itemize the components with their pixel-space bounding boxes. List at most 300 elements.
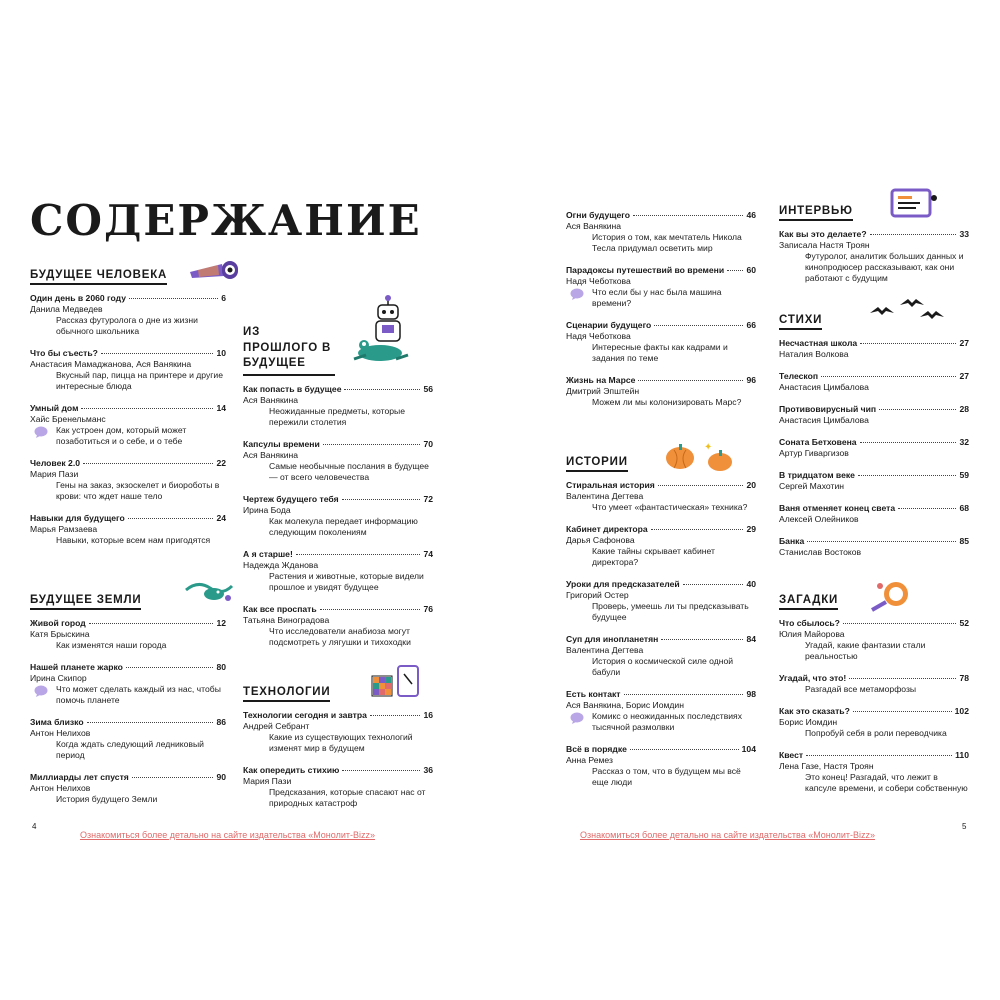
toc-entry-description	[30, 640, 226, 651]
toc-entry-title: Банка	[779, 536, 805, 546]
toc-entry-description	[566, 502, 756, 513]
toc-entry-page: 22	[216, 458, 226, 468]
toc-entry-head	[243, 604, 433, 615]
toc-entry	[566, 634, 756, 678]
toc-entry-head	[566, 744, 756, 755]
toc-entry-page: 10	[216, 348, 226, 358]
toc-entry	[779, 371, 969, 393]
toc-entry-page: 86	[216, 717, 226, 727]
toc-entry-author: Артур Гиваргизов	[779, 448, 849, 458]
toc-entry-title: Ваня отменяет конец света	[779, 503, 896, 513]
toc-entry-description-text: Предсказания, которые спасают нас от природных катастроф	[269, 787, 426, 808]
dot-leader	[858, 475, 956, 476]
toc-entry-head	[566, 375, 756, 386]
toc-entry-author: Ирина Скипор	[30, 673, 87, 683]
toc-entry-author: Антон Нелихов	[30, 783, 91, 793]
toc-entry-author: Анастасия Цимбалова	[779, 382, 869, 392]
toc-entry-description	[243, 516, 433, 538]
toc-entry-author: Ася Ванякина	[243, 449, 299, 460]
toc-entry	[566, 579, 756, 623]
toc-entry-head	[779, 437, 969, 448]
section-stories	[566, 452, 756, 799]
toc-entry	[30, 403, 226, 447]
toc-entry-title: Что бы съесть?	[30, 348, 98, 358]
toc-entry-description	[566, 397, 756, 408]
dot-leader	[654, 325, 743, 326]
toc-entry	[566, 744, 756, 788]
toc-entry	[779, 750, 969, 794]
toc-entry-head	[779, 673, 969, 684]
toc-entry-description	[30, 739, 226, 761]
toc-entry-author: Андрей Себрант	[243, 721, 310, 731]
toc-entry-description-text: Разгадай все метаморфозы	[805, 684, 917, 694]
dot-leader	[860, 442, 957, 443]
toc-entry-author: Антон Нелихов	[30, 728, 91, 738]
toc-entry-head	[566, 480, 756, 491]
toc-entry-description	[243, 571, 433, 593]
toc-entry-author: Надежда Жданова	[243, 559, 319, 570]
toc-entry	[566, 265, 756, 309]
section-future-earth	[30, 590, 226, 816]
page-number-right: 5	[962, 822, 967, 831]
toc-entry	[566, 320, 756, 364]
toc-entry-author: Валентина Дегтева	[566, 645, 644, 655]
section-title: СТИХИ	[779, 314, 822, 330]
dot-leader	[853, 711, 952, 712]
toc-entry-page: 102	[954, 706, 969, 716]
toc-entry-page: 84	[746, 634, 756, 644]
toc-entry-title: Как вы это делаете?	[779, 229, 867, 239]
toc-entry	[243, 439, 433, 483]
toc-entry-title: Живой город	[30, 618, 86, 628]
toc-entry-head	[243, 494, 433, 505]
toc-entry-title: Миллиарды лет спустя	[30, 772, 129, 782]
dot-leader	[101, 353, 214, 354]
toc-entry-page: 16	[423, 710, 433, 720]
toc-entry-head	[779, 536, 969, 547]
toc-entry	[243, 604, 433, 648]
toc-entry-description	[30, 794, 226, 805]
toc-entry-page: 33	[959, 229, 969, 239]
toc-entry-page: 52	[959, 618, 969, 628]
toc-entry-page: 24	[216, 513, 226, 523]
toc-entry-head	[30, 513, 226, 524]
toc-entry-title: Умный дом	[30, 403, 79, 413]
toc-entry-page: 20	[746, 480, 756, 490]
cube-icon	[370, 664, 422, 700]
toc-list	[243, 710, 433, 809]
toc-entry-description-text: Рассказ футуролога о дне из жизни обычного школьника	[56, 315, 198, 336]
toc-entry	[566, 480, 756, 513]
toc-entry-title: Зима близко	[30, 717, 84, 727]
frog-icon	[352, 335, 412, 363]
section-title: ЗАГАДКИ	[779, 594, 838, 610]
toc-entry	[779, 229, 969, 284]
dot-leader	[342, 770, 420, 771]
toc-entry-description	[779, 640, 969, 662]
toc-entry-head	[566, 265, 756, 276]
dot-leader	[344, 389, 420, 390]
toc-entry-description-text: Можем ли мы колонизировать Марс?	[592, 397, 742, 407]
toc-entry-description-text: Гены на заказ, экзоскелет и биороботы в крови: что ждет наше тело	[56, 480, 220, 501]
toc-entry-title: Угадай, что это!	[779, 673, 847, 683]
toc-entry	[566, 375, 756, 408]
toc-entry-head	[30, 458, 226, 469]
section-title: ИНТЕРВЬЮ	[779, 205, 853, 221]
section-future-human	[30, 265, 226, 557]
toc-entry-description-text: Угадай, какие фантазии стали реальностью	[805, 640, 926, 661]
toc-entry-head	[566, 210, 756, 221]
toc-entry-title: В тридцатом веке	[779, 470, 855, 480]
toc-entry-page: 68	[959, 503, 969, 513]
dot-leader	[87, 722, 214, 723]
toc-entry-description-text: История о том, как мечтатель Никола Тесла придумал осветить мир	[592, 232, 742, 253]
toc-entry-description	[779, 772, 969, 794]
toc-entry-page: 110	[955, 750, 969, 760]
dot-leader	[821, 376, 956, 377]
toc-entry-author: Катя Брыскина	[30, 629, 90, 639]
toc-entry-description-text: Проверь, умеешь ли ты предсказывать будущее	[592, 601, 749, 622]
toc-entry-author: Станислав Востоков	[779, 547, 862, 557]
toc-entry-page: 85	[959, 536, 969, 546]
pumpkin-icon	[660, 438, 740, 474]
toc-list	[566, 480, 756, 788]
toc-entry-author: Татьяна Виноградова	[243, 614, 330, 625]
toc-entry-head	[566, 689, 756, 700]
toc-entry-title: Навыки для будущего	[30, 513, 125, 523]
toc-entry-description-text: Что исследователи анабиоза могут подсмотреть у лягушки и тихоходки	[269, 625, 411, 647]
toc-entry-description-text: Неожиданные предметы, которые пережили столетия	[269, 405, 405, 427]
dot-leader	[126, 667, 214, 668]
toc-entry-page: 56	[423, 383, 433, 394]
toc-entry-page: 66	[746, 320, 756, 330]
section-technologies	[243, 682, 433, 820]
toc-list	[779, 338, 969, 558]
toc-entry-description-text: Комикс о неожиданных последствиях тысячной размолвки	[592, 711, 743, 732]
speech-bubble-icon	[570, 712, 584, 724]
toc-entry-page: 90	[216, 772, 226, 782]
toc-entry-description-text: Как молекула передает информацию следующим поколениям	[269, 515, 418, 537]
toc-entry-head	[779, 338, 969, 349]
toc-entry-description	[566, 601, 756, 623]
toc-entry-title: А я старше!	[243, 548, 293, 559]
toc-entry-author: Наталия Волкова	[779, 349, 849, 359]
toc-entry-title: Капсулы времени	[243, 438, 320, 449]
toc-entry-author: Григорий Остер	[566, 590, 629, 600]
toc-entry-description-text: Футуролог, аналитик больших данных и кинопродюсер рассказывают, как они работают с будущим	[805, 251, 964, 283]
dot-leader	[633, 215, 743, 216]
dot-leader	[624, 694, 744, 695]
toc-entry-head	[566, 579, 756, 590]
toc-entry	[779, 706, 969, 739]
toc-entry	[243, 765, 433, 809]
toc-entry-page: 40	[746, 579, 756, 589]
toc-list	[243, 384, 433, 648]
toc-entry	[779, 673, 969, 695]
toc-entry-head	[779, 404, 969, 415]
toc-entry-title: Чертеж будущего тебя	[243, 493, 339, 504]
toc-entry-description	[566, 342, 756, 364]
toc-entry	[243, 384, 433, 428]
toc-entry-head	[30, 618, 226, 629]
toc-entry-page: 27	[959, 338, 969, 348]
section-title: ТЕХНОЛОГИИ	[243, 686, 330, 702]
toc-entry-title: Технологии сегодня и завтра	[243, 710, 367, 720]
toc-entry-head	[779, 706, 969, 717]
toc-entry	[566, 210, 756, 254]
toc-entry-description-text: Когда ждать следующий ледниковый период	[56, 739, 204, 760]
toc-entry-title: Жизнь на Марсе	[566, 375, 636, 385]
dot-leader	[683, 584, 744, 585]
toc-entry-page: 12	[216, 618, 226, 628]
toc-entry	[566, 689, 756, 733]
toc-entry-description-text: Навыки, которые всем нам пригодятся	[56, 535, 211, 545]
dot-leader	[630, 749, 739, 750]
toc-entry-description-text: Что если бы у нас была машина времени?	[592, 287, 722, 308]
fish-icon	[184, 578, 236, 606]
toc-entry	[30, 513, 226, 546]
page-number-left: 4	[32, 822, 37, 831]
publisher-link-left[interactable]: Ознакомиться более детально на сайте издательства «Монолит-Bizz»	[80, 830, 375, 840]
toc-entry-page: 80	[216, 662, 226, 672]
toc-entry-description	[30, 425, 226, 447]
dot-leader	[320, 609, 421, 610]
telescope-icon	[188, 258, 240, 282]
toc-entry	[779, 536, 969, 558]
toc-entry-page: 96	[746, 375, 756, 385]
toc-entry-author: Дмитрий Эпштейн	[566, 386, 640, 396]
toc-entry	[243, 494, 433, 538]
toc-entry-description-text: Как изменятся наши города	[56, 640, 167, 650]
toc-entry-head	[779, 229, 969, 240]
toc-entry	[30, 458, 226, 502]
toc-entry-description-text: Какие из существующих технологий изменят мир в будущем	[269, 732, 413, 753]
toc-entry-page: 76	[423, 603, 433, 614]
page-title: СОДЕРЖАНИЕ	[30, 196, 422, 245]
toc-entry-description	[566, 287, 756, 309]
dot-leader	[129, 298, 218, 299]
toc-entry-description-text: Попробуй себя в роли переводчика	[805, 728, 947, 738]
toc-entry-description-text: История о космической силе одной бабули	[592, 656, 734, 677]
toc-entry	[30, 348, 226, 392]
toc-list	[779, 618, 969, 794]
toc-entry-title: Как опередить стихию	[243, 765, 340, 775]
toc-entry-page: 78	[959, 673, 969, 683]
toc-entry-title: Один день в 2060 году	[30, 293, 126, 303]
toc-entry-page: 98	[746, 689, 756, 699]
toc-entry-description	[30, 370, 226, 392]
toc-entry-page: 74	[423, 548, 433, 559]
toc-entry-author: Анастасия Цимбалова	[779, 415, 869, 425]
toc-entry-title: Нашей планете жарко	[30, 662, 123, 672]
toc-entry-author: Ирина Бода	[243, 504, 291, 515]
toc-entry-description	[566, 766, 756, 788]
toc-entry	[243, 549, 433, 593]
toc-entry-description	[30, 684, 226, 706]
svg-text:✦: ✦	[704, 442, 713, 453]
toc-entry-head	[779, 618, 969, 629]
toc-entry	[30, 772, 226, 805]
section-title: БУДУЩЕЕ ЗЕМЛИ	[30, 594, 141, 610]
dot-leader	[870, 234, 957, 235]
toc-entry-author: Анастасия Мамаджанова, Ася Ванякина	[30, 359, 192, 369]
speech-bubble-icon	[34, 685, 48, 697]
toc-list	[779, 229, 969, 284]
toc-entry-description	[566, 656, 756, 678]
toc-entry	[30, 662, 226, 706]
toc-entry-description	[243, 732, 433, 754]
toc-entry-author: Марья Рамзаева	[30, 524, 98, 534]
toc-entry-head	[30, 717, 226, 728]
toc-entry-head	[30, 772, 226, 783]
dot-leader	[658, 485, 744, 486]
toc-entry-title: Что сбылось?	[779, 618, 840, 628]
toc-entry-author: Ася Ванякина	[243, 394, 299, 405]
section-title: ИСТОРИИ	[566, 456, 628, 472]
toc-entry	[30, 618, 226, 651]
toc-entry-head	[566, 320, 756, 331]
dot-leader	[83, 463, 213, 464]
toc-entry-title: Как попасть в будущее	[243, 383, 342, 394]
toc-entry-page: 72	[423, 493, 433, 504]
speech-bubble-icon	[570, 288, 584, 300]
toc-entry-head	[779, 503, 969, 514]
toc-entry-description-text: Что умеет «фантастическая» техника?	[592, 502, 748, 512]
toc-entry-description	[566, 232, 756, 254]
toc-entry-title: Стиральная история	[566, 480, 655, 490]
toc-entry-head	[779, 750, 969, 761]
toc-entry-page: 6	[221, 293, 226, 303]
toc-entry-head	[779, 470, 969, 481]
section-page5-top	[566, 210, 756, 419]
dot-leader	[806, 755, 952, 756]
toc-entry	[30, 293, 226, 337]
toc-entry-author: Мария Пази	[30, 469, 79, 479]
toc-entry-title: Квест	[779, 750, 804, 760]
toc-entry-page: 70	[423, 438, 433, 449]
toc-entry-description-text: Рассказ о том, что в будущем мы всё еще люди	[592, 766, 741, 787]
section-interview	[779, 201, 969, 295]
toc-entry-head	[243, 549, 433, 560]
toc-entry-description	[30, 535, 226, 546]
toc-entry	[779, 503, 969, 525]
toc-entry-author: Анна Ремез	[566, 755, 613, 765]
toc-entry	[779, 404, 969, 426]
toc-list	[30, 293, 226, 546]
toc-entry-description	[779, 684, 969, 695]
toc-entry	[779, 437, 969, 459]
dot-leader	[860, 343, 956, 344]
toc-entry-title: Уроки для предсказателей	[566, 579, 680, 589]
dot-leader	[849, 678, 956, 679]
toc-entry-page: 29	[746, 524, 756, 534]
toc-entry-description-text: Самые необычные послания в будущее — от всего человечества	[269, 460, 429, 482]
toc-entry-page: 59	[959, 470, 969, 480]
toc-entry-page: 28	[959, 404, 969, 414]
toc-entry-title: Огни будущего	[566, 210, 630, 220]
toc-entry-title: Человек 2.0	[30, 458, 80, 468]
toc-entry-description-text: Что может сделать каждый из нас, чтобы помочь планете	[56, 684, 221, 705]
toc-entry-description	[566, 546, 756, 568]
dot-leader	[727, 270, 743, 271]
toc-entry-page: 104	[741, 744, 756, 754]
toc-entry-author: Ася Ванякина	[566, 221, 622, 231]
section-past-future	[243, 325, 433, 659]
toc-entry-author: Надя Чеботкова	[566, 331, 631, 341]
toc-list	[566, 210, 756, 408]
dot-leader	[843, 623, 957, 624]
toc-entry-title: Противовирусный чип	[779, 404, 877, 414]
dot-leader	[651, 529, 744, 530]
toc-entry-description-text: Как устроен дом, который может позаботиться и о себе, и о тебе	[56, 425, 187, 446]
toc-entry-title: Телескоп	[779, 371, 819, 381]
toc-entry-description-text: Вкусный пар, пицца на принтере и другие интересные блюда	[56, 370, 224, 391]
toc-entry-author: Записала Настя Троян	[779, 240, 870, 250]
section-poems	[779, 310, 969, 569]
dot-leader	[323, 444, 421, 445]
toc-entry-author: Данила Медведев	[30, 304, 103, 314]
toc-entry	[30, 717, 226, 761]
section-title: БУДУЩЕЕ ЧЕЛОВЕКА	[30, 269, 167, 285]
bat-icon	[866, 297, 946, 323]
dot-leader	[128, 518, 214, 519]
toc-entry-author: Дарья Сафонова	[566, 535, 635, 545]
toc-entry-author: Ася Ванякина, Борис Иомдин	[566, 700, 684, 710]
section-riddles	[779, 590, 969, 805]
toc-entry-description	[243, 461, 433, 483]
dot-leader	[898, 508, 956, 509]
toc-entry-page: 14	[216, 403, 226, 413]
toc-entry-author: Борис Иомдин	[779, 717, 838, 727]
toc-entry-page: 60	[746, 265, 756, 275]
toc-entry-description	[779, 728, 969, 739]
toc-entry-title: Кабинет директора	[566, 524, 648, 534]
toc-entry-author: Юлия Майорова	[779, 629, 845, 639]
toc-entry-head	[243, 384, 433, 395]
toc-entry-head	[30, 293, 226, 304]
toc-entry-title: Как это сказать?	[779, 706, 850, 716]
toc-entry-description	[243, 626, 433, 648]
toc-entry-author: Алексей Олейников	[779, 514, 859, 524]
toc-entry-head	[566, 634, 756, 645]
toc-entry-head	[779, 371, 969, 382]
toc-entry-title: Всё в порядке	[566, 744, 627, 754]
toc-entry-page: 27	[959, 371, 969, 381]
toc-entry	[779, 470, 969, 492]
dot-leader	[807, 541, 956, 542]
toc-entry-head	[30, 403, 226, 414]
toc-entry-author: Мария Пази	[243, 776, 292, 786]
toc-entry-description	[566, 711, 756, 733]
publisher-link-right[interactable]: Ознакомиться более детально на сайте издательства «Монолит-Bizz»	[580, 830, 875, 840]
toc-entry-title: Несчастная школа	[779, 338, 858, 348]
toc-entry-head	[243, 439, 433, 450]
section-title: ИЗ ПРОШЛОГО В БУДУЩЕЕ	[243, 325, 335, 376]
toc-entry-page: 36	[423, 765, 433, 775]
toc-entry-title: Соната Бетховена	[779, 437, 857, 447]
dot-leader	[132, 777, 214, 778]
toc-entry-description-text: Растения и животные, которые видели прошлое и увидят будущее	[269, 570, 424, 592]
toc-entry-description	[243, 406, 433, 428]
toc-entry-description-text: Интересные факты как кадрами и задания по теме	[592, 342, 728, 363]
magnifier-icon	[868, 578, 916, 612]
toc-entry-author: Сергей Махотин	[779, 481, 844, 491]
toc-entry-title: Парадоксы путешествий во времени	[566, 265, 725, 275]
toc-entry-head	[243, 710, 433, 721]
toc-entry	[779, 338, 969, 360]
toc-entry-title: Как все проспать	[243, 603, 317, 614]
toc-entry-head	[243, 765, 433, 776]
